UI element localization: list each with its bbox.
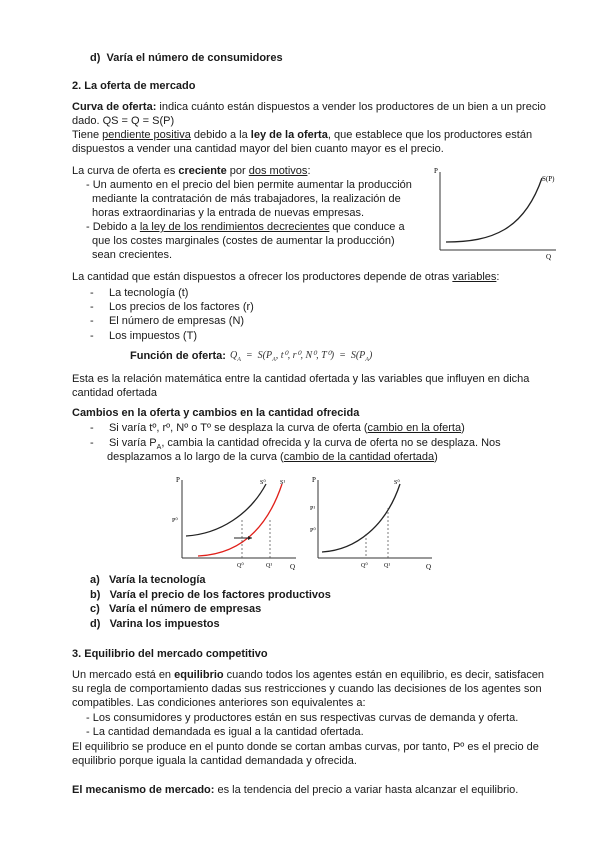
movement-along-curve-figure [306, 474, 436, 570]
growing-paragraph: La curva de oferta es creciente por dos motivos: [72, 165, 311, 177]
q-axis-label: Q [546, 253, 552, 261]
supply-curve [446, 178, 542, 242]
supply-curve-s1 [198, 484, 282, 556]
variables-paragraph: La cantidad que están dispuestos a ofrecer los productores depende de otras variables: [72, 271, 500, 283]
list-item-b: b) Varía el precio de los factores productivos [90, 589, 331, 601]
list-item: - Los precios de los factores (r) [90, 301, 254, 313]
s1-label: S¹ [280, 480, 286, 486]
relation-paragraph-cont: cantidad ofertada [72, 387, 158, 399]
p-axis-label: P [434, 167, 438, 175]
list-item: - El número de empresas (N) [90, 315, 245, 327]
p0-label: P⁰ [310, 528, 316, 534]
list-item: - Los impuestos (T) [90, 330, 197, 342]
reason-1-cont: mediante la contratación de más trabajadores, la realización de [92, 193, 401, 205]
reason-2: - Debido a la ley de los rendimientos decrecientes que conduce a [86, 221, 405, 233]
s0-label: S⁰ [260, 480, 266, 486]
q0-label: Q⁰ [361, 563, 368, 569]
q-axis-label: Q [426, 563, 432, 570]
supply-curve-s0 [186, 484, 266, 536]
p-axis-label: P [312, 476, 316, 484]
condition-item: - La cantidad demandada es igual a la cantidad ofertada. [86, 726, 364, 738]
p1-label: P¹ [310, 506, 316, 512]
list-item-d: d) Varina los impuestos [90, 618, 220, 630]
q1-label: Q¹ [266, 563, 273, 569]
equilibrium-paragraph-cont: compatibles. Las condiciones anteriores son equivalentes a: [72, 697, 366, 709]
reason-2-cont: que los costes marginales (costes de aumentar la producción) [92, 235, 395, 247]
supply-curve-definition: Curva de oferta: indica cuánto están dispuestos a vender los productores de un bien a un precio [72, 101, 546, 113]
change-item-2-cont: desplazamos a lo largo de la curva (cambio de la cantidad ofertada) [107, 451, 438, 463]
p0-label: P⁰ [172, 518, 178, 524]
q-axis-label: Q [290, 563, 296, 570]
list-item-a: a) Varía la tecnología [90, 574, 206, 586]
equilibrium-point-paragraph-cont: equilibrio porque iguala la cantidad demandada y ofrecida. [72, 755, 357, 767]
p-axis-label: P [176, 476, 180, 484]
equilibrium-point-paragraph: El equilibrio se produce en el punto donde se cortan ambas curvas, por tanto, Pº es el precio de [72, 741, 539, 753]
change-item-2: - Si varía $P_A$, cambia la cantidad ofrecida y la curva de oferta no se desplaza. Nos [90, 437, 501, 452]
changes-heading: Cambios en la oferta y cambios en la cantidad ofrecida [72, 407, 360, 419]
market-mechanism-paragraph: El mecanismo de mercado: es la tendencia del precio a variar hasta alcanzar el equilibrio. [72, 784, 519, 796]
change-item-1: - Si varía tº, rº, Nº o Tº se desplaza la curva de oferta (cambio en la oferta) [90, 422, 465, 434]
slope-paragraph-cont: dispuestos a vender una cantidad mayor del bien cuanto mayor es el precio. [72, 143, 444, 155]
reason-1-cont: horas extraordinarias y la entrada de nuevas empresas. [92, 207, 365, 219]
supply-shift-figure [170, 474, 300, 570]
q0-label: Q⁰ [237, 563, 244, 569]
s-label: S⁰ [394, 480, 400, 486]
condition-item: - Los consumidores y productores están en sus respectivas curvas de demanda y oferta. [86, 712, 519, 724]
section-heading-equilibrium: 3. Equilibrio del mercado competitivo [72, 648, 268, 660]
equilibrium-paragraph: Un mercado está en equilibrio cuando todos los agentes están en equilibrio, es decir, satisfacen [72, 669, 545, 681]
q1-label: Q¹ [384, 563, 391, 569]
list-item-c: c) Varía el número de empresas [90, 603, 262, 615]
supply-function-formula: $Q_A = S(P_A$, t⁰, r⁰, N⁰, $T^0) = S(P_A)$ [230, 350, 373, 363]
supply-curve-figure [432, 164, 562, 264]
relation-paragraph: Esta es la relación matemática entre la cantidad ofertada y las variables que influyen en dicha [72, 373, 530, 385]
supply-function-label: Función de oferta: [130, 350, 226, 362]
slope-paragraph: Tiene pendiente positiva debido a la ley de la oferta, que establece que los productores están [72, 129, 533, 141]
section-heading-supply: 2. La oferta de mercado [72, 80, 196, 92]
supply-curve-definition-cont: dado. QS = Q = S(P) [72, 115, 175, 127]
equilibrium-paragraph-cont: su regla de comportamiento dadas sus restricciones y cuando las decisiones de los agentes son [72, 683, 542, 695]
reason-2-cont: sean crecientes. [92, 249, 173, 261]
list-item: - La tecnología (t) [90, 287, 189, 299]
reason-1: - Un aumento en el precio del bien permite aumentar la producción [86, 179, 412, 191]
list-item-d-top: d) Varía el número de consumidores [90, 52, 283, 64]
curve-label: S(P) [542, 175, 555, 183]
